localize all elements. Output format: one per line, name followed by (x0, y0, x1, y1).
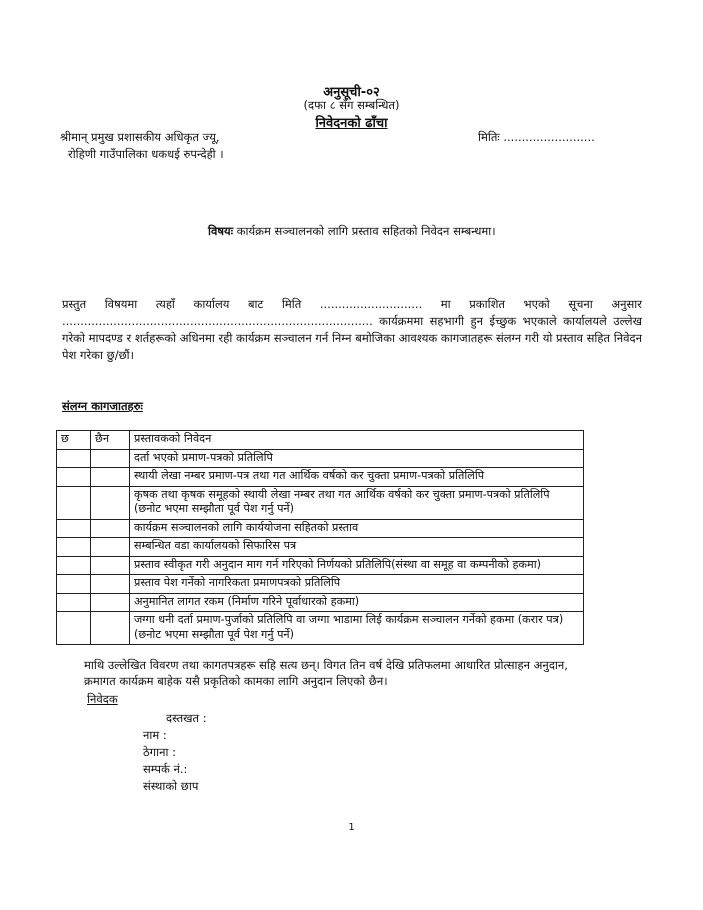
contact-label: सम्पर्क नं.: (143, 762, 188, 776)
name-label: नाम : (143, 728, 167, 742)
table-row (57, 486, 584, 519)
page-number: 1 (348, 822, 355, 833)
yes-checkbox-cell[interactable] (57, 575, 91, 594)
address-label: ठेगाना : (143, 745, 177, 759)
subject-line (208, 224, 496, 239)
attachments-table (56, 430, 584, 645)
yes-checkbox-cell[interactable] (57, 468, 91, 487)
no-checkbox-cell[interactable] (91, 486, 130, 519)
document-name: अनुमानित लागत रकम (निर्माण गरिने पूर्वाधारको हकमा) (130, 593, 584, 612)
no-checkbox-cell[interactable] (91, 449, 130, 468)
schedule-title: अनुसूची-०२ (323, 85, 380, 100)
no-checkbox-cell[interactable] (91, 575, 130, 594)
no-checkbox-cell[interactable] (91, 538, 130, 557)
document-name: दर्ता भएको प्रमाण-पत्रको प्रतिलिपि (130, 449, 584, 468)
yes-checkbox-cell[interactable] (57, 519, 91, 538)
document-name: कृषक तथा कृषक समूहको स्थायी लेखा नम्बर तथा गत आर्थिक वर्षको कर चुक्ता प्रमाण-पत्रको प्रतिलिपि (छनोट भएमा सम्झौता पूर्व पेश गर्नु पर्ने) (130, 486, 584, 519)
table-row (57, 538, 584, 557)
document-name: जग्गा धनी दर्ता प्रमाण-पुर्जाको प्रतिलिपि वा जग्गा भाडामा लिई कार्यक्रम सञ्चालन गर्नेको हकमा (करार पत्र) (छनोट भएमा सम्झौता पूर्व पेश गर्नु पर्ने) (130, 612, 584, 645)
signature-label: दस्तखत : (166, 711, 207, 725)
declaration-line-1: माथि उल्लेखित विवरण तथा कागतपत्रहरू सहि सत्य छन्। विगत तिन वर्ष देखि प्रतिफलमा आधारित प्रोत्साहन अनुदान, (84, 658, 568, 672)
yes-checkbox-cell[interactable] (57, 538, 91, 557)
yes-checkbox-cell[interactable] (57, 556, 91, 575)
document-name: कार्यक्रम सञ्चालनको लागि कार्ययोजना सहितको प्रस्ताव (130, 519, 584, 538)
form-title: निवेदनको ढाँचा (315, 116, 388, 131)
reference-note: (दफा ८ सँग सम्बन्धित) (303, 98, 400, 112)
no-checkbox-cell[interactable] (91, 519, 130, 538)
no-checkbox-cell[interactable] (91, 468, 130, 487)
addressee-line-1: श्रीमान् प्रमुख प्रशासकीय अधिकृत ज्यू, (60, 130, 220, 144)
document-name: सम्बन्धित वडा कार्यालयको सिफारिस पत्र (130, 538, 584, 557)
no-column-header: छैन (91, 431, 130, 450)
attachments-heading: संलग्न कागजातहरुः (62, 399, 143, 413)
no-checkbox-cell[interactable] (91, 556, 130, 575)
table-row (57, 593, 584, 612)
table-row (57, 519, 584, 538)
document-name: स्थायी लेखा नम्बर प्रमाण-पत्र तथा गत आर्थिक वर्षको कर चुक्ता प्रमाण-पत्रको प्रतिलिपि (130, 468, 584, 487)
declaration-line-2: क्रमागत कार्यक्रम बाहेक यसै प्रकृतिको कामका लागि अनुदान लिएको छैन। (84, 674, 388, 688)
subject-text: कार्यक्रम सञ्चालनको लागि प्रस्ताव सहितको निवेदन सम्बन्धमा। (233, 224, 496, 238)
yes-checkbox-cell[interactable] (57, 612, 91, 645)
table-row (57, 468, 584, 487)
addressee-line-2: रोहिणी गाउँपालिका धकधई रुपन्देही । (68, 147, 224, 161)
document-name: प्रस्ताव पेश गर्नेको नागरिकता प्रमाणपत्रको प्रतिलिपि (130, 575, 584, 594)
document-name: प्रस्तावकको निवेदन (130, 431, 584, 450)
table-row (57, 556, 584, 575)
yes-checkbox-cell[interactable] (57, 449, 91, 468)
yes-checkbox-cell[interactable] (57, 486, 91, 519)
applicant-heading: निवेदक (87, 692, 118, 706)
yes-column-header: छ (57, 431, 91, 450)
table-row (57, 575, 584, 594)
yes-checkbox-cell[interactable] (57, 593, 91, 612)
no-checkbox-cell[interactable] (91, 593, 130, 612)
document-name: प्रस्ताव स्वीकृत गरी अनुदान माग गर्न गरिएको निर्णयको प्रतिलिपि(संस्था वा समूह वा कम्पनीको हकमा) (130, 556, 584, 575)
table-row (57, 431, 584, 450)
table-row (57, 449, 584, 468)
no-checkbox-cell[interactable] (91, 612, 130, 645)
subject-label: विषयः (208, 224, 234, 238)
body-paragraph: प्रस्तुत विषयमा त्यहाँ कार्यालय बाट मिति ............................ मा प्रकाशित भएको सूचना अनुसार ..................................................................................... कार्यक्रममा सहभागी हुन ईच्छुक भएकाले कार्यालयले उल्लेख गरेको मापदण्ड र शर्तहरूको अधिनमा रही कार्यक्रम सञ्चालन गर्न निम्न बमोजिका आवश्यक कागजातहरू संलग्न गरी यो प्रस्ताव सहित निवेदन पेश गरेका छु/छौं। (62, 297, 642, 362)
stamp-label: संस्थाको छाप (143, 779, 199, 793)
date-line: मितिः ......................... (478, 130, 595, 144)
table-row (57, 612, 584, 645)
